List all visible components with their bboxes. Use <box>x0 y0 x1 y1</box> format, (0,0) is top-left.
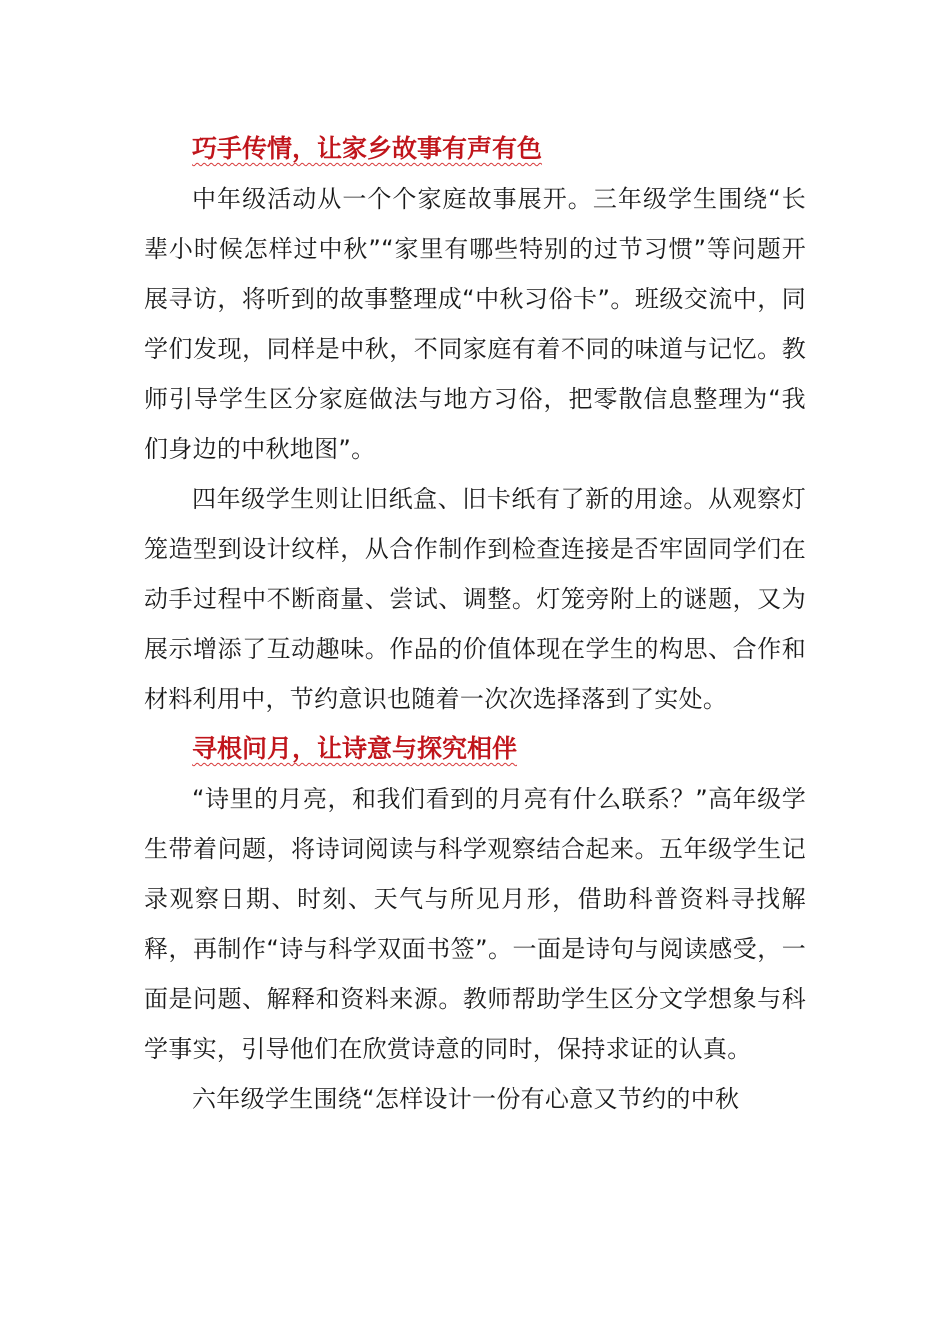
paragraph-2: 四年级学生则让旧纸盒、旧卡纸有了新的用途。从观察灯笼造型到设计纹样，从合作制作到检查连接是否牢固同学们在动手过程中不断商量、尝试、调整。灯笼旁附上的谜题，又为展示增添了互动趣味。作品的价值体现在学生的构思、合作和材料利用中，节约意识也随着一次次选择落到了实处。 <box>144 485 806 713</box>
paragraph-1: 中年级活动从一个个家庭故事展开。三年级学生围绕“长辈小时候怎样过中秋”“家里有哪些特别的过节习惯”等问题开展寻访，将听到的故事整理成“中秋习俗卡”。班级交流中，同学们发现，同样是中秋，不同家庭有着不同的味道与记忆。教师引导学生区分家庭做法与地方习俗，把零散信息整理为“我们身边的中秋地图”。 <box>144 185 806 463</box>
paragraph-3: “诗里的月亮，和我们看到的月亮有什么联系？”高年级学生带着问题，将诗词阅读与科学观察结合起来。五年级学生记录观察日期、时刻、天气与所见月形，借助科普资料寻找解释，再制作“诗与科学双面书签”。一面是诗句与阅读感受，一面是问题、解释和资料来源。教师帮助学生区分文学想象与科学事实，引导他们在欣赏诗意的同时，保持求证的认真。 <box>144 785 806 1063</box>
section-heading-1: 巧手传情，让家乡故事有声有色 <box>192 134 543 163</box>
document-page <box>144 124 806 1124</box>
paragraph-4: 六年级学生围绕“怎样设计一份有心意又节约的中秋 <box>192 1085 740 1113</box>
section-heading-2: 寻根问月，让诗意与探究相伴 <box>192 734 518 763</box>
